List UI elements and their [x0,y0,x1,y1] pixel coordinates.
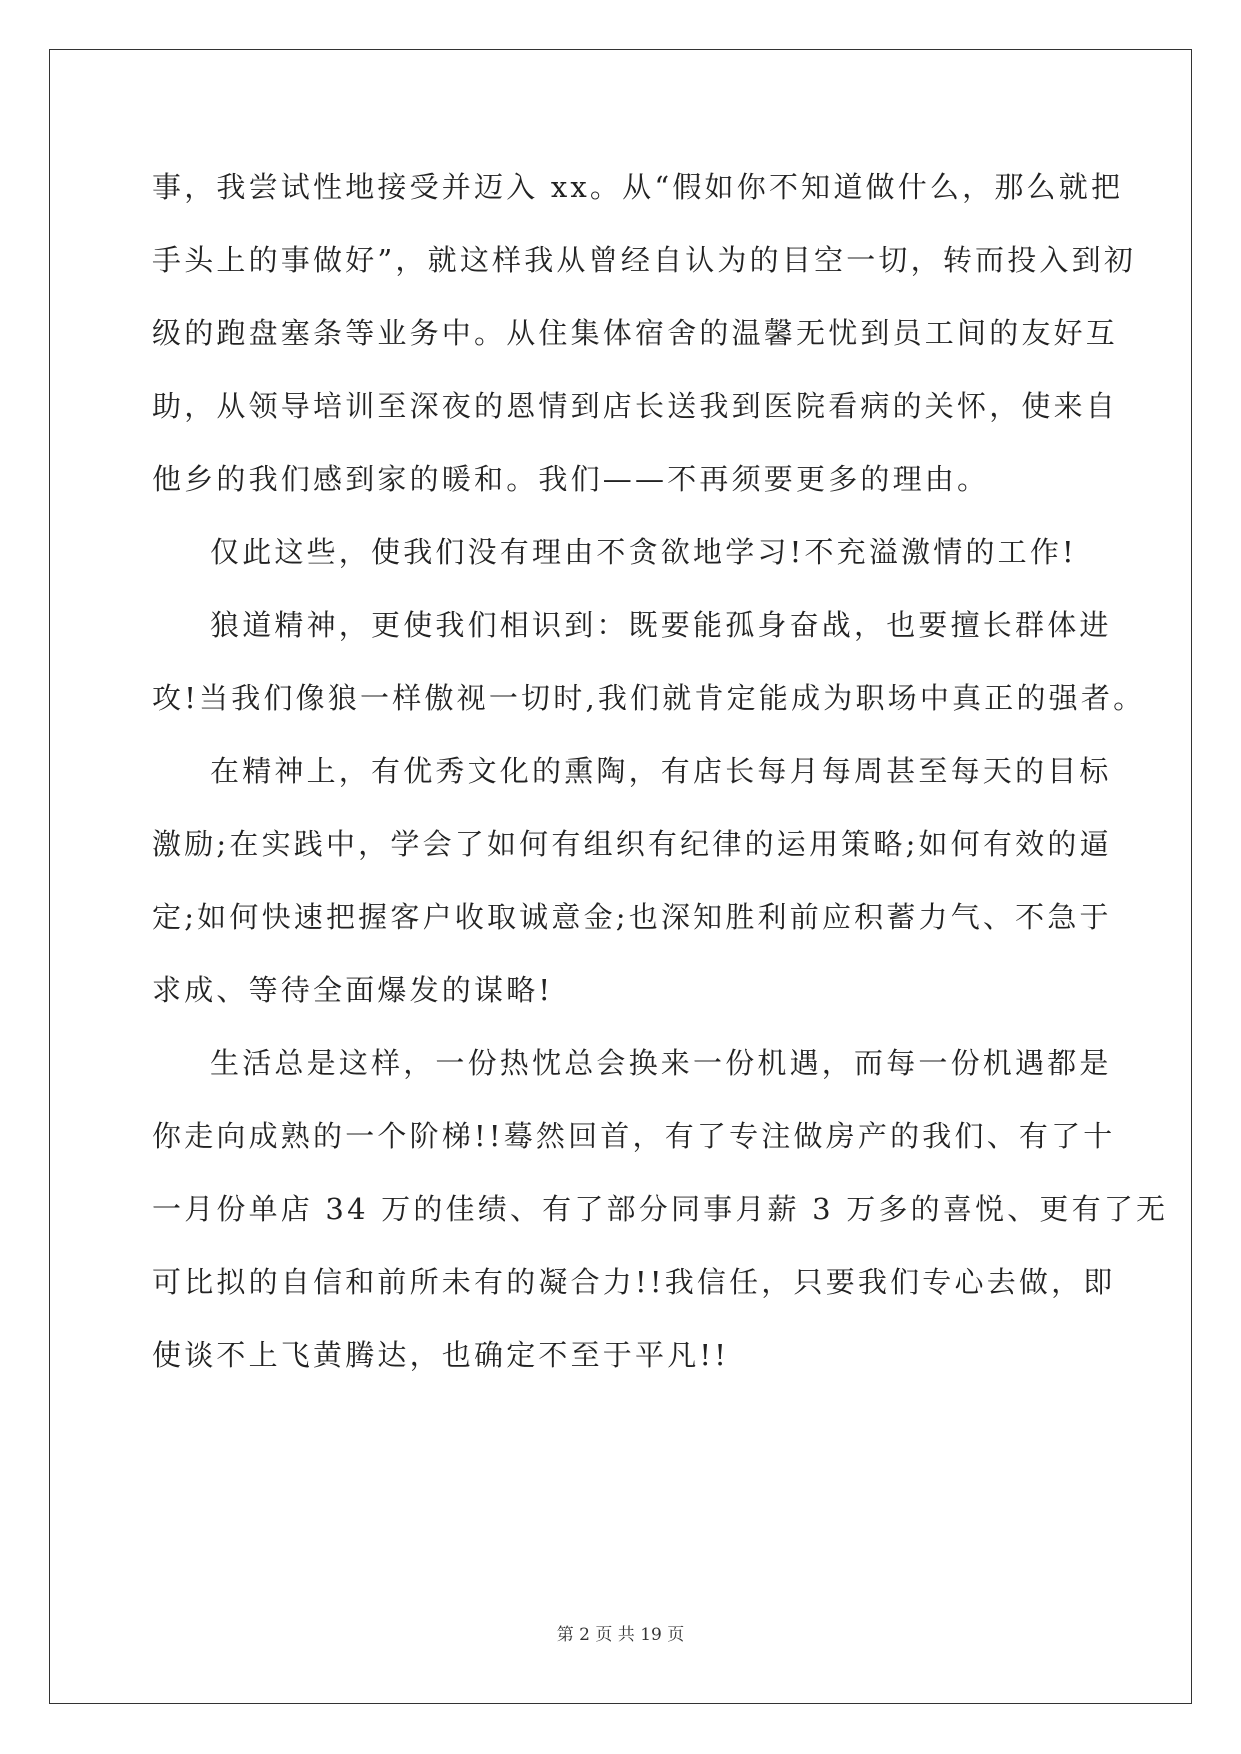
text-line: 定;如何快速把握客户收取诚意金;也深知胜利前应积蓄力气、不急于 [152,900,1112,934]
text-line: 助，从领导培训至深夜的恩情到店长送我到医院看病的关怀，使来自 [152,389,1119,423]
text-line: 你走向成熟的一个阶梯!!蓦然回首，有了专注做房产的我们、有了十 [152,1119,1116,1153]
text-line: 事，我尝试性地接受并迈入 xx。从“假如你不知道做什么，那么就把 [152,170,1124,204]
text-line: 仅此这些，使我们没有理由不贪欲地学习!不充溢激情的工作! [210,535,1077,569]
page-number-footer: 第 2 页 共 19 页 [556,1625,685,1645]
text-line: 求成、等待全面爆发的谋略! [152,973,554,1007]
text-line: 手头上的事做好”，就这样我从曾经自认为的目空一切，转而投入到初 [152,243,1137,277]
text-line: 他乡的我们感到家的暖和。我们——不再须要更多的理由。 [152,462,990,496]
text-line: 级的跑盘塞条等业务中。从住集体宿舍的温馨无忧到员工间的友好互 [152,316,1119,350]
text-line: 可比拟的自信和前所未有的凝合力!!我信任，只要我们专心去做，即 [152,1265,1116,1299]
text-line: 使谈不上飞黄腾达，也确定不至于平凡!! [152,1338,730,1372]
text-line: 狼道精神，更使我们相识到：既要能孤身奋战，也要擅长群体进 [210,608,1112,642]
text-line: 攻!当我们像狼一样傲视一切时,我们就肯定能成为职场中真正的强者。 [152,681,1146,715]
text-line: 在精神上，有优秀文化的熏陶，有店长每月每周甚至每天的目标 [210,754,1112,788]
document-body [152,160,1169,1401]
text-line: 激励;在实践中，学会了如何有组织有纪律的运用策略;如何有效的逼 [152,827,1112,861]
text-line: 生活总是这样，一份热忱总会换来一份机遇，而每一份机遇都是 [210,1046,1112,1080]
text-line: 一月份单店 34 万的佳绩、有了部分同事月薪 3 万多的喜悦、更有了无 [152,1192,1169,1226]
